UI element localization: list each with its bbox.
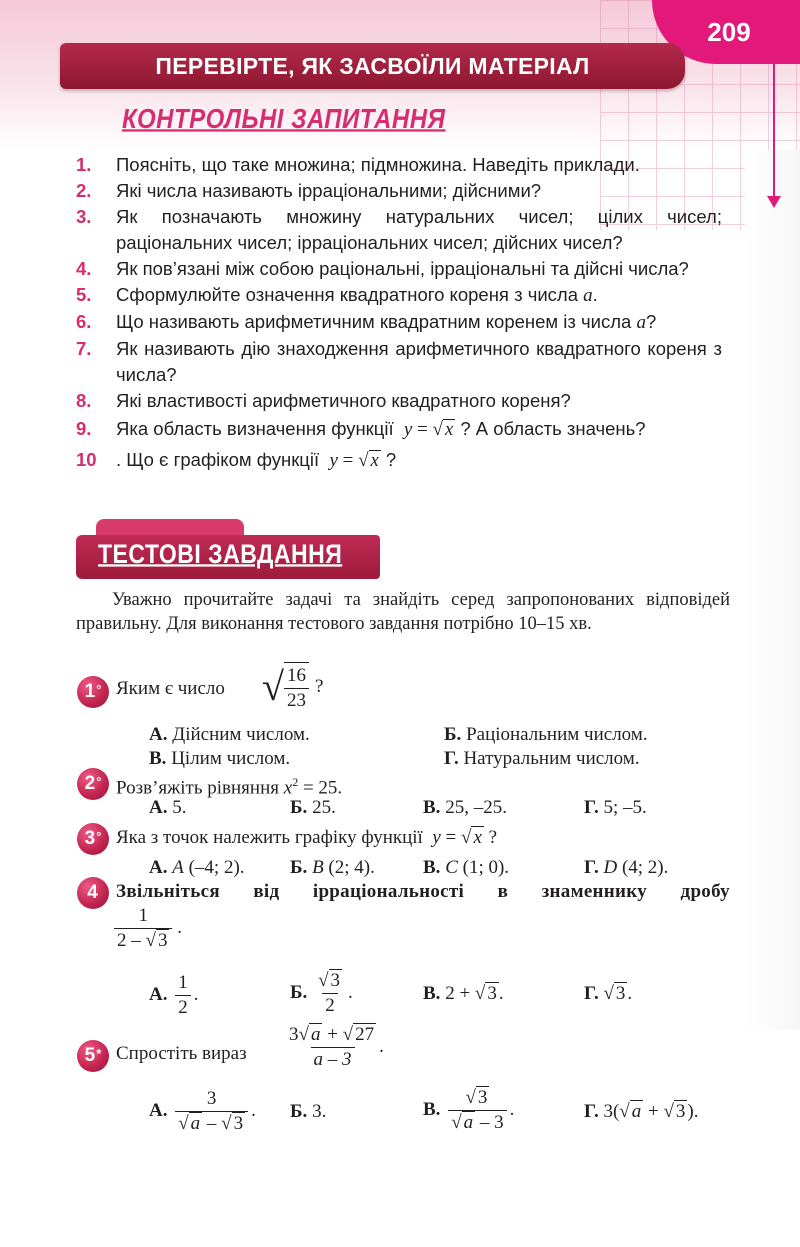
option-a: А. A (–4; 2).: [149, 857, 245, 878]
option-v: В. $\frac{√ 3}{√ a - 3}$ .: [423, 1087, 515, 1133]
question-tail: ? А область значень?: [460, 418, 646, 439]
question-item: [76, 178, 722, 204]
task-badge: 4: [77, 877, 109, 909]
option-v: В. Цілим числом.: [149, 748, 291, 769]
variable: a: [583, 285, 593, 306]
question-item: 9. Яка область визначення функції y = √ x ? А область значень?: [76, 416, 722, 443]
task-formula: √ $\frac{16}{23}$ ?: [262, 664, 324, 711]
question-number: 2.: [76, 180, 92, 201]
radicand: x: [370, 451, 379, 471]
question-tail: .: [592, 284, 598, 305]
option-g: Г. Натуральним числом.: [444, 748, 640, 769]
question-item: [76, 336, 722, 388]
question-item: [76, 282, 722, 309]
question-text: Поясніть, що таке множина; підмножина. Наведіть приклади.: [116, 154, 640, 175]
question-item: [76, 388, 722, 414]
radicand: x: [444, 420, 454, 440]
question-item: [76, 152, 722, 178]
option-a: А. Дійсним числом.: [149, 724, 310, 745]
question-number: 1.: [76, 154, 92, 175]
question-number: 6.: [76, 311, 92, 332]
option-g: Г. 3(√ a + √ 3 ).: [584, 1101, 699, 1122]
task-text: Яка з точок належить графіку функції y = √ x ?: [116, 827, 498, 848]
header-banner: ПЕРЕВІРТЕ, ЯК ЗАСВОЇЛИ МАТЕРІАЛ: [60, 43, 685, 89]
tests-title: ТЕСТОВІ ЗАВДАННЯ: [98, 539, 343, 569]
tests-intro: Уважно прочитайте задачі та знайдіть серед запропонованих відповідей правильну. Для виконання тестового завдання потрібно 10–15 хв.: [76, 590, 730, 634]
sqrt-expression: √ x: [358, 450, 379, 471]
option-a: А. $\frac{3}{√ a - √ 3}$ .: [149, 1088, 256, 1134]
task-text: Яким є число: [116, 678, 225, 699]
control-questions-list: [76, 152, 722, 474]
task-badge: 2 °: [77, 768, 109, 800]
question-text: Яка область визначення функції: [116, 418, 394, 439]
question-item: [76, 309, 722, 336]
option-g: Г. 5; –5.: [584, 797, 647, 818]
question-text: Які числа називають ірраціональними; дійсними?: [116, 180, 542, 201]
question-text: Які властивості арифметичного квадратного кореня?: [116, 390, 571, 411]
task-badge: 1 °: [77, 676, 109, 708]
option-b: Б. 3.: [290, 1101, 327, 1122]
question-number: 8.: [76, 390, 92, 411]
option-b: Б. $\frac{√ 3}{2}$ .: [290, 970, 353, 1016]
tests-banner: [76, 519, 380, 579]
task-badge: 5 *: [77, 1040, 109, 1072]
task-fraction: $\frac{1}{2 - √ 3}$ .: [114, 905, 182, 952]
question-tail: ?: [645, 311, 657, 332]
question-item: [76, 204, 722, 256]
page-number: 209: [652, 0, 800, 64]
option-b: Б. Раціональним числом.: [444, 724, 648, 745]
question-text: Сформулюйте означення квадратного кореня з числа: [116, 284, 578, 305]
option-g: Г. D (4; 2).: [584, 857, 669, 878]
question-text: Як пов’язані між собою раціональні, ірраціональні та дійсні числа?: [116, 258, 689, 279]
arrow-down-icon: [767, 196, 781, 208]
task-fraction: $\frac{3√ a + √ 27}{a - 3}$ .: [289, 1024, 384, 1070]
question-text: Як позначають множину натуральних чисел; цілих чисел; раціональних чисел; ірраціональних чисел; дійсних чисел?: [116, 206, 722, 253]
question-text: . Що є графіком функції: [116, 449, 320, 470]
option-b: Б. B (2; 4).: [290, 857, 375, 878]
option-a: А. 5.: [149, 797, 187, 818]
option-g: Г. √ 3 .: [584, 983, 633, 1004]
formula-y: y: [403, 419, 413, 440]
task-text: Звільніться від ірраціональності в знаменнику дробу: [116, 881, 730, 902]
question-number: 4.: [76, 258, 92, 279]
formula-y: y: [329, 450, 338, 471]
control-questions-title: КОНТРОЛЬНІ ЗАПИТАННЯ: [122, 104, 446, 136]
option-v: В. 25, –25.: [423, 797, 507, 818]
question-item: [76, 256, 722, 282]
task-badge: 3 °: [77, 823, 109, 855]
option-v: В. C (1; 0).: [423, 857, 510, 878]
question-number: 3.: [76, 206, 92, 227]
sqrt-expression: √ x: [432, 419, 454, 440]
margin-arrow-line: [773, 60, 775, 200]
question-text: Як називають дію знаходження арифметичного квадратного кореня з числа?: [116, 338, 722, 385]
question-number: 10: [76, 449, 97, 470]
question-text: Що називають арифметичним квадратним коренем із числа: [116, 311, 632, 332]
question-number: 9.: [76, 418, 92, 439]
question-item: 10 . Що є графіком функції y = √ x ?: [76, 447, 722, 474]
question-number: 5.: [76, 284, 92, 305]
option-v: В. 2 + √ 3 .: [423, 983, 504, 1004]
task-text: Розв’яжіть рівняння $x^2 = 25$.: [116, 775, 343, 799]
page-margin-shade: [745, 150, 800, 1030]
option-a: А. $\frac{1}{2}$ .: [149, 972, 199, 1018]
question-tail: ?: [385, 449, 397, 470]
variable: a: [636, 312, 646, 333]
task-text: Спростіть вираз: [116, 1043, 247, 1064]
question-number: 7.: [76, 338, 92, 359]
option-b: Б. 25.: [290, 797, 336, 818]
